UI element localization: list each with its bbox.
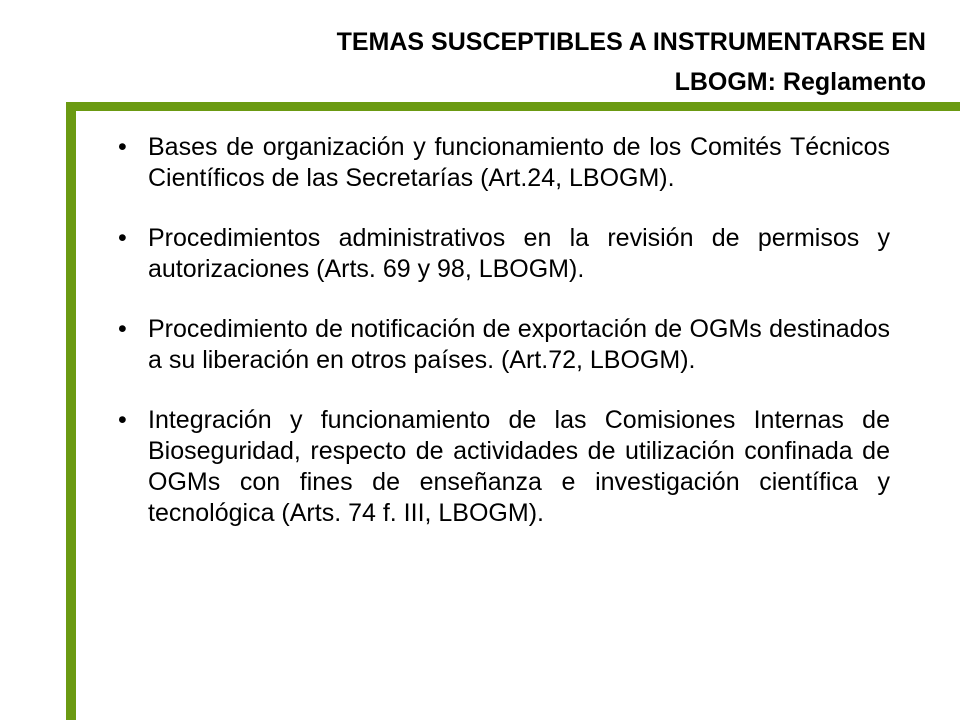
bullet-item — [112, 405, 890, 529]
bullet-text: Procedimiento de notificación de exportación de OGMs destinados a su liberación en otros países. (Art.72, LBOGM). — [148, 315, 890, 374]
bullet-list — [112, 132, 890, 558]
bullet-text: Integración y funcionamiento de las Comisiones Internas de Bioseguridad, respecto de actividades de utilización confinada de OGMs con fines de enseñanza e investigación científica y tecnológica (Arts. 74 f. III, LBOGM). — [148, 406, 890, 527]
bullet-text: Bases de organización y funcionamiento de los Comités Técnicos Científicos de las Secretarías (Art.24, LBOGM). — [148, 133, 890, 192]
bullet-marker: • — [118, 406, 127, 434]
bullet-item — [112, 314, 890, 376]
bullet-item — [112, 223, 890, 285]
accent-bar-top — [66, 102, 960, 111]
bullet-marker: • — [118, 133, 127, 161]
slide-title — [166, 22, 926, 102]
bullet-marker: • — [118, 315, 127, 343]
bullet-text: Procedimientos administrativos en la revisión de permisos y autorizaciones (Arts. 69 y 98, LBOGM). — [148, 224, 890, 283]
bullet-item — [112, 132, 890, 194]
title-line-1: TEMAS SUSCEPTIBLES A INSTRUMENTARSE EN — [336, 28, 926, 56]
bullet-marker: • — [118, 224, 127, 252]
accent-bar-left — [66, 102, 76, 720]
title-line-2: LBOGM: Reglamento — [674, 68, 926, 96]
